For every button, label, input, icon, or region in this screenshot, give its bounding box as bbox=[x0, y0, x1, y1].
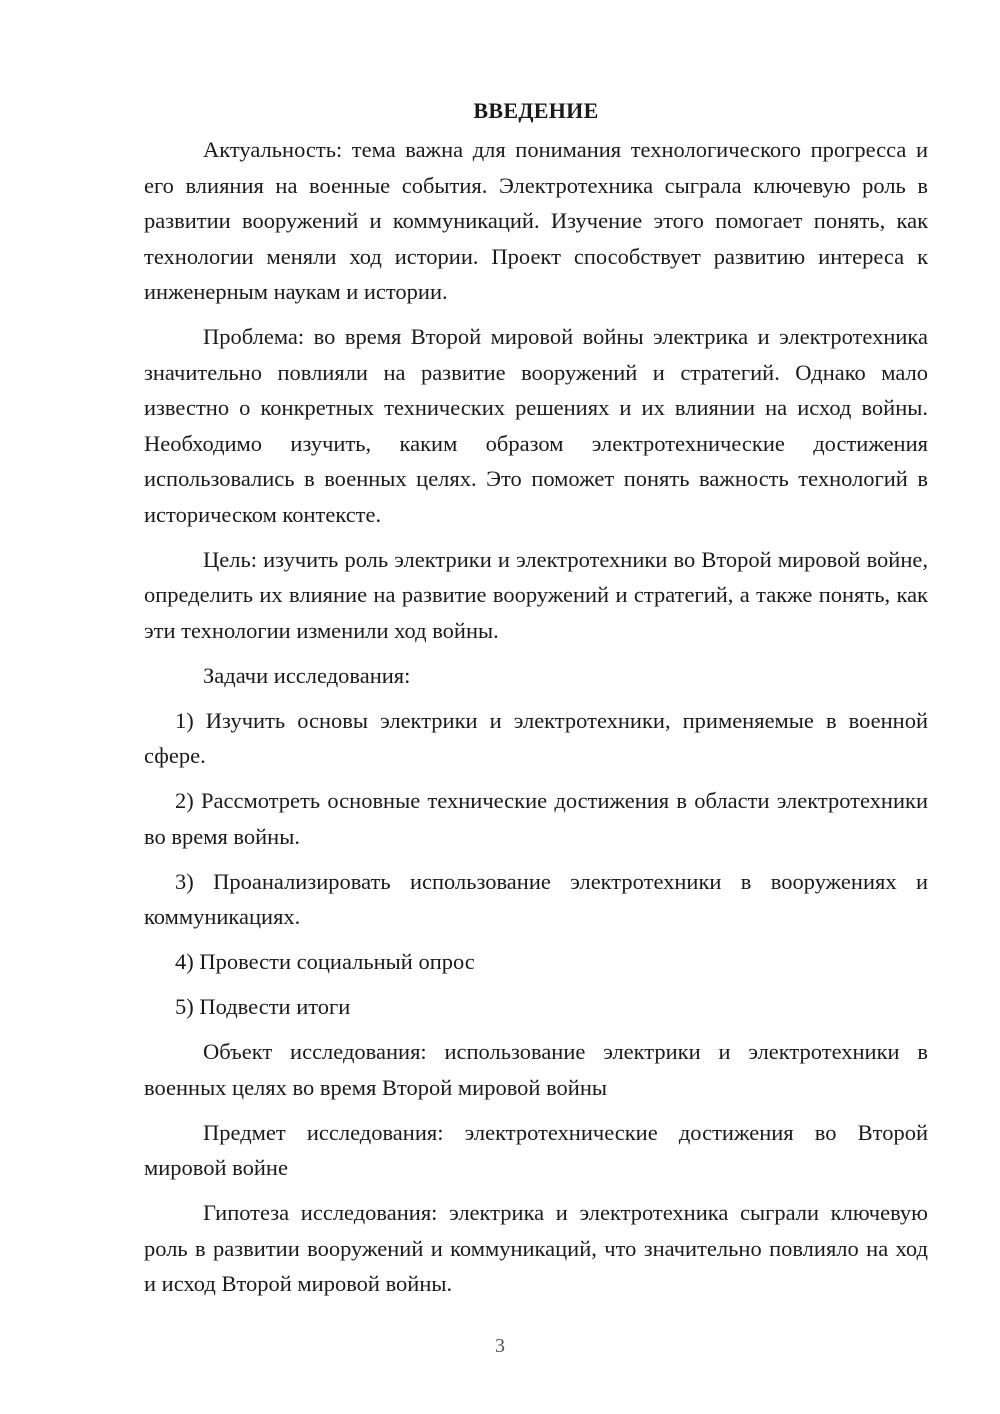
task-item: 4) Провести социальный опрос bbox=[175, 949, 475, 974]
task-item: 5) Подвести итоги bbox=[175, 994, 351, 1019]
page-content bbox=[144, 96, 928, 1311]
problem-paragraph: Проблема: во время Второй мировой войны электрика и электротехника значительно повлияли на развитие вооружений и стратегий. Однако мало известно о конкретных технических решениях и их влиянии на исход войны. Необходимо изучить, каким образом электротехнические достижения использовались в военных целях. Это поможет понять важность технологий в историческом контексте. bbox=[144, 324, 928, 527]
page-number: 3 bbox=[495, 1335, 505, 1357]
task-item: 1) Изучить основы электрики и электротехники, применяемые в военной сфере. bbox=[144, 707, 928, 768]
tasks-heading: Задачи исследования: bbox=[203, 662, 411, 688]
relevance-paragraph: Актуальность: тема важна для понимания технологического прогресса и его влияния на военные события. Электротехника сыграла ключевую роль в развитии вооружений и коммуникаций. Изучение этого помогает понять, как технологии меняли ход истории. Проект способствует развитию интереса к инженерным наукам и истории. bbox=[144, 137, 928, 304]
task-item: 2) Рассмотреть основные технические достижения в области электротехники во время войны. bbox=[144, 788, 928, 849]
research-object-paragraph: Объект исследования: использование электрики и электротехники в военных целях во время Второй мировой войны bbox=[144, 1039, 928, 1100]
task-item: 3) Проанализировать использование электротехники в вооружениях и коммуникациях. bbox=[144, 868, 928, 929]
research-subject-paragraph: Предмет исследования: электротехнические достижения во Второй мировой войне bbox=[144, 1119, 928, 1180]
goal-paragraph: Цель: изучить роль электрики и электротехники во Второй мировой войне, определить их влияние на развитие вооружений и стратегий, а также понять, как эти технологии изменили ход войны. bbox=[144, 546, 928, 643]
hypothesis-paragraph: Гипотеза исследования: электрика и электротехника сыграли ключевую роль в развитии вооружений и коммуникаций, что значительно повлияло на ход и исход Второй мировой войны. bbox=[144, 1200, 928, 1296]
section-heading: ВВЕДЕНИЕ bbox=[473, 98, 599, 123]
